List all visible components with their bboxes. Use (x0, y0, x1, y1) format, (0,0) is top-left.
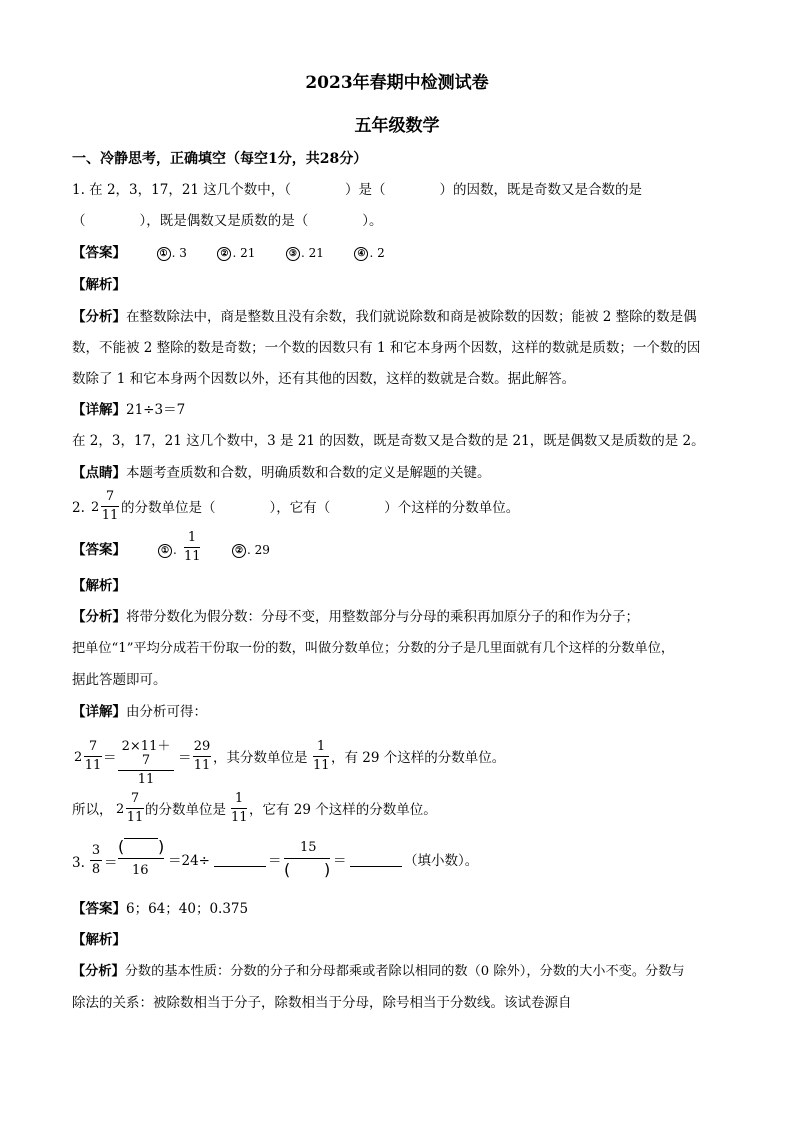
q1-fenxi-1 (72, 309, 697, 325)
calc-text-2: ，有 29 个这样的分数单位。 (331, 750, 506, 766)
q3-blank-2[interactable] (214, 866, 266, 867)
xiangjie-label: 【详解】 (72, 704, 126, 720)
calc-unit-fraction (313, 740, 329, 773)
q1-line2: （ ），既是偶数又是质数的是（ ）。 (72, 213, 383, 229)
dianjing-label: 【点睛】 (72, 465, 126, 481)
circle-3-icon: ③ (286, 247, 300, 261)
q2-answer-2 (232, 542, 270, 558)
q2-mixed-int: 2 (91, 500, 100, 515)
circle-1-icon: ① (158, 544, 172, 558)
q2-number: 2. (72, 500, 85, 516)
circle-2-icon: ② (232, 544, 246, 558)
answer-value: 6；64；40；0.375 (126, 901, 249, 917)
q1-dianjing (72, 465, 491, 481)
numerator: 3 (91, 843, 101, 858)
q2-text: 的分数单位是（ ），它有（ ）个这样的分数单位。 (121, 500, 520, 516)
calc-fraction-1 (84, 740, 102, 773)
q3-fenxi-1 (72, 964, 685, 980)
calc-text-1: ，其分数单位是 (213, 750, 308, 766)
xiangjie-label: 【详解】 (72, 402, 126, 418)
so-unit-fraction (231, 792, 247, 825)
denominator: 11 (193, 758, 211, 773)
numerator: 2×11＋7 (121, 739, 171, 768)
equals-sign: ＝ (333, 853, 347, 869)
q3-answer (72, 901, 248, 917)
fenxi-label: 【分析】 (72, 609, 126, 625)
analysis-label: 【解析】 (72, 932, 126, 948)
equals-sign: ＝ (104, 855, 118, 871)
q2-answer-fraction (184, 531, 200, 564)
denominator: 8 (91, 862, 101, 877)
equals-sign: ＝ (103, 750, 117, 766)
q3-blank-4[interactable] (350, 866, 402, 867)
numerator: 7 (88, 739, 98, 754)
xiangjie-text: 21÷3＝7 (126, 402, 186, 418)
numerator: 1 (316, 739, 326, 754)
analysis-label: 【解析】 (72, 578, 126, 594)
numerator: 7 (130, 791, 140, 806)
answer-value: . 29 (247, 543, 270, 557)
answer-value: . 2 (369, 246, 385, 260)
circle-4-icon: ④ (354, 247, 368, 261)
numerator: 1 (234, 791, 244, 806)
so-mixed-int: 2 (116, 802, 125, 817)
so-text-1: 所以， (72, 802, 113, 818)
numerator: 1 (187, 530, 197, 545)
denominator: 11 (231, 810, 248, 825)
q2-fenxi-2: 把单位“1”平均分成若干份取一份的数，叫做分数单位；分数的分子是几里面就有几个这样的分数单位， (72, 641, 675, 656)
answer-value: . 3 (171, 246, 187, 260)
fenxi-label: 【分析】 (72, 964, 125, 979)
numerator: 7 (105, 489, 115, 504)
calc-mixed-int: 2 (74, 750, 83, 765)
answer-label: 【答案】 (72, 245, 126, 261)
answer-dot: . (173, 543, 177, 557)
fenxi-text: 在整数除法中，商是整数且没有余数，我们就说除数和商是被除数的因数；能被 2 整除的数是偶 (126, 309, 697, 325)
fenxi-text: 将带分数化为假分数：分母不变，用整数部分与分母的乘积再加原分子的和作为分子； (126, 609, 639, 625)
so-fraction (126, 792, 144, 825)
denominator: 11 (84, 758, 102, 773)
q1-line1: 1. 在 2，3，17，21 这几个数中，（ ）是（ ）的因数，既是奇数又是合数的是 (72, 182, 643, 198)
q3-blank-numerator[interactable]: ( ) (118, 837, 165, 856)
denominator: 11 (137, 772, 155, 787)
so-text-3: ，它有 29 个这样的分数单位。 (249, 802, 437, 818)
q3-number: 3. (72, 855, 85, 871)
answer-label: 【答案】 (72, 901, 126, 917)
q2-fenxi-3: 据此答题即可。 (72, 672, 167, 688)
calc-fraction-2 (118, 740, 174, 787)
denominator: 11 (101, 508, 119, 523)
q3-blank-denominator[interactable]: ( ) (284, 860, 331, 879)
so-text-2: 的分数单位是 (145, 802, 226, 818)
circle-2-icon: ② (217, 247, 231, 261)
q1-fenxi-3: 数除了 1 和它本身两个因数以外，还有其他的因数，这样的数就是合数。据此解答。 (72, 371, 576, 387)
calc-fraction-3 (193, 740, 211, 773)
q2-xiangjie (72, 704, 207, 720)
fraction-bar (284, 858, 330, 859)
q2-mixed-fraction (101, 490, 119, 523)
dianjing-text: 本题考查质数和合数，明确质数和合数的定义是解题的关键。 (126, 465, 491, 481)
q2-answer-label (72, 542, 126, 558)
q3-fraction-1 (90, 844, 102, 877)
page-title: 2023年春期中检测试卷 (305, 73, 489, 93)
page-subtitle: 五年级数学 (354, 116, 440, 136)
q3-fenxi-2: 除法的关系：被除数相当于分子，除数相当于分母，除号相当于分数线。该试卷源自 (72, 995, 572, 1011)
fenxi-label: 【分析】 (72, 309, 126, 325)
q1-xiangjie-1 (72, 402, 185, 418)
q3-denominator: 16 (132, 863, 149, 878)
circle-1-icon: ① (157, 247, 171, 261)
q1-answer (72, 245, 385, 261)
fenxi-text: 分数的基本性质：分数的分子和分母都乘或者除以相同的数（0 除外），分数的大小不变。分数与 (124, 964, 685, 979)
section-heading: 一、冷静思考，正确填空（每空1分，共28分） (72, 151, 368, 167)
q2-answer-1 (158, 542, 177, 558)
q2-fenxi-1 (72, 609, 639, 625)
answer-label: 【答案】 (72, 542, 126, 558)
denominator: 11 (126, 810, 144, 825)
equals-sign: ＝ (268, 853, 282, 869)
answer-value: . 21 (300, 246, 324, 260)
denominator: 11 (313, 758, 330, 773)
q3-numerator-15: 15 (300, 840, 317, 855)
analysis-label: 【解析】 (72, 277, 126, 293)
xiangjie-text: 由分析可得： (126, 704, 207, 720)
q3-tail: （填小数）。 (404, 853, 479, 869)
q1-xiangjie-2: 在 2，3，17，21 这几个数中，3 是 21 的因数，既是奇数又是合数的是 21，既是偶数又是质数的是 2。 (72, 433, 705, 449)
answer-value: . 21 (232, 246, 256, 260)
q3-division: ＝24÷ (168, 853, 210, 869)
fraction-bar (118, 858, 164, 859)
numerator: 29 (193, 739, 211, 754)
q1-fenxi-2: 数，不能被 2 整除的数是奇数；一个数的因数只有 1 和它本身两个因数，这样的数就是质数；一个数的因 (72, 340, 701, 356)
equals-sign: ＝ (178, 750, 192, 766)
denominator: 11 (184, 549, 201, 564)
